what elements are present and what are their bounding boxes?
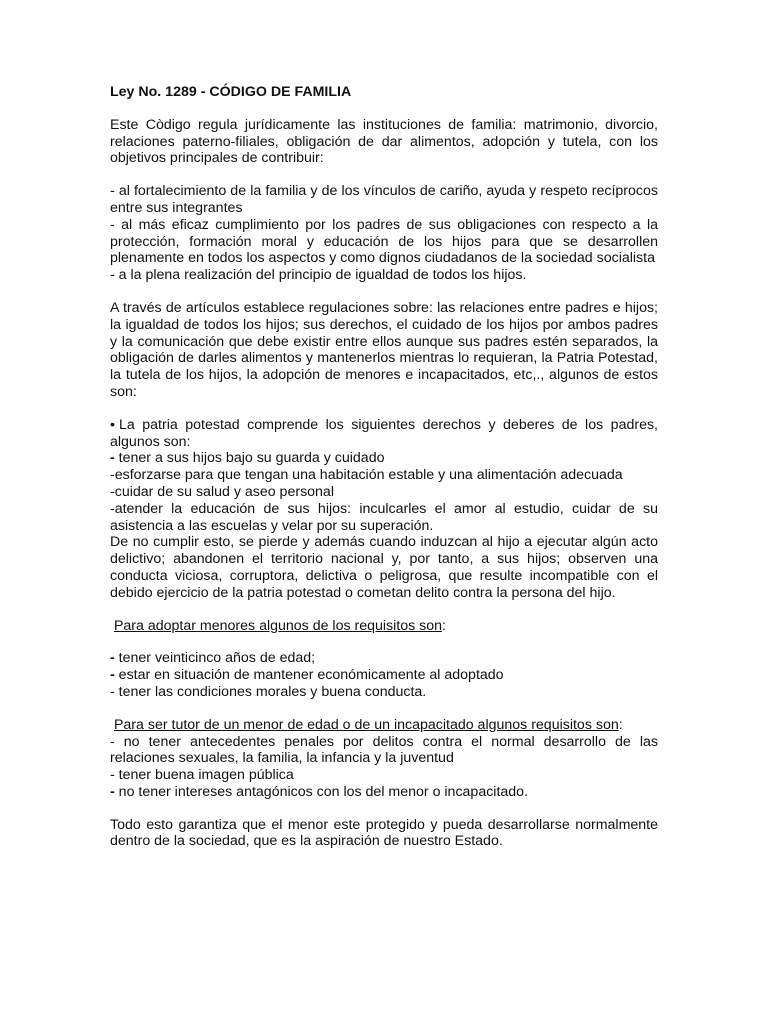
duty-item [110,484,658,501]
duty-item [110,450,658,467]
duty-text: -atender la educación de sus hijos: inculcarles el amor al estudio, cuidar de su asistencia a las escuelas y velar por su superación. [110,500,658,534]
tutor-heading-colon: : [618,716,623,733]
requirement-text: - tener las condiciones morales y buena conducta. [110,683,427,700]
patria-potestad-intro-text: La patria potestad comprende los siguientes derechos y deberes de los padres, algunos son: [110,416,658,450]
adopt-heading-colon: : [442,617,446,634]
requirement-item [110,667,658,684]
patria-potestad-section [110,417,658,602]
tutor-heading [110,717,658,734]
duty-text: -cuidar de su salud y aseo personal [110,483,334,500]
intro-paragraph: Este Còdigo regula jurídicamente las instituciones de familia: matrimonio, divorcio, relaciones paterno-filiales, obligación de dar alimentos, adopción y tutela, con los objetivos principales de contribuir: [110,116,658,167]
requirement-item [110,767,658,784]
objective-item: - al más eficaz cumplimiento por los padres de sus obligaciones con respecto a la protección, formación moral y educación de los hijos para que se desarrollen plenamente en todos los aspectos y como dignos ciudadanos de la sociedad socialista [110,216,658,267]
objective-item: - a la plena realización del principio de igualdad de todos los hijos. [110,267,527,284]
requirement-text: - tener buena imagen pública [110,767,294,784]
dash-marker: - [110,667,115,684]
document-body [110,84,658,850]
objectives-list [110,183,658,284]
requirement-text: estar en situación de mantener económicamente al adoptado [114,667,504,684]
loss-paragraph: De no cumplir esto, se pierde y además cuando induzcan al hijo a ejecutar algún acto delictivo; abandonen el territorio nacional y, por tanto, a sus hijos; observen una conducta viciosa, corruptora, delictiva o peligrosa, que resulte incompatible con el debido ejercicio de la patria potestad o cometan delito contra la persona del hijo. [110,534,658,601]
adopt-heading [110,618,658,635]
requirement-item [110,784,658,801]
requirement-item [110,684,658,701]
document-title: Ley No. 1289 - CÓDIGO DE FAMILIA [110,84,352,100]
requirement-text: no tener intereses antagónicos con los del menor o incapacitado. [114,783,529,800]
objective-item: - al fortalecimiento de la familia y de los vínculos de cariño, ayuda y respeto recíprocos entre sus integrantes [110,183,658,216]
patria-potestad-intro [110,417,658,451]
duty-item [110,467,658,484]
adopt-requirements-list [110,650,658,700]
closing-paragraph: Todo esto garantiza que el menor este protegido y pueda desarrollarse normalmente dentro de la sociedad, que es la aspiración de nuestro Estado. [110,816,658,850]
dash-marker: - [110,783,115,800]
bullet-icon: • [110,416,115,433]
requirement-text: - no tener antecedentes penales por delitos contra el normal desarrollo de las relaciones sexuales, la familia, la infancia y la juventud [110,733,658,767]
requirement-item [110,650,658,667]
regulations-paragraph: A través de artículos establece regulaciones sobre: las relaciones entre padres e hijos; la igualdad de todos los hijos; sus derechos, el cuidado de los hijos por ambos padres y la comunicación que debe existir entre ellos aunque sus padres estén separados, la obligación de darles alimentos y mantenerlos mientras lo requieran, la Patria Potestad, la tutela de los hijos, la adopción de menores e incapacitados, etc,., algunos de estos son: [110,299,658,400]
adopt-heading-text: Para adoptar menores algunos de los requisitos son [113,617,443,634]
tutor-heading-text: Para ser tutor de un menor de edad o de un incapacitado algunos requisitos son [113,716,619,733]
requirement-text: tener veinticinco años de edad; [114,650,316,667]
duty-item [110,501,658,535]
duty-text: -esforzarse para que tengan una habitación estable y una alimentación adecuada [110,467,623,484]
dash-marker: - [110,650,115,667]
duty-text: tener a sus hijos bajo su guarda y cuidado [114,450,385,467]
dash-marker: - [110,450,115,467]
tutor-section [110,717,658,801]
requirement-item [110,734,658,768]
